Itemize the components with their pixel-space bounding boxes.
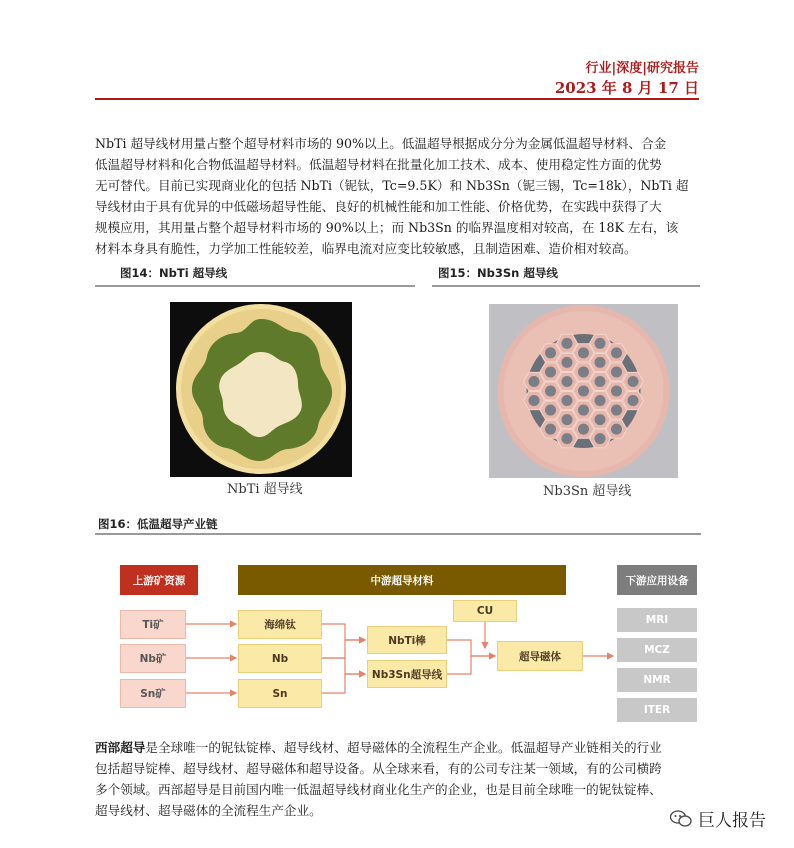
filament-core [595, 357, 606, 368]
upstream-header: 上游矿资源 [120, 565, 198, 595]
report-date: 2023 年 8 月 17 日 [554, 79, 699, 97]
watermark-text: 巨人报告 [698, 811, 766, 831]
fig15-rule [432, 285, 700, 287]
intro-paragraph [95, 133, 701, 259]
filament-core [628, 395, 639, 406]
nb3sn-wire-box: Nb3Sn超导线 [367, 660, 447, 688]
filament-core [545, 424, 556, 435]
midstream-header: 中游超导材料 [238, 565, 566, 595]
magnet-box: 超导磁体 [497, 641, 583, 671]
filament-core [529, 395, 540, 406]
nb3sn-wire-image [489, 304, 678, 478]
filament-core [562, 357, 573, 368]
intro-line: NbTi 超导线材用量占整个超导材料市场的 90%以上。低温超导根据成分分为金属低温超导材料、合金 [95, 136, 667, 151]
nbti-wire-image [170, 302, 352, 477]
filament-core [628, 376, 639, 387]
filament-core [595, 338, 606, 349]
intro-line: 无可替代。目前已实现商业化的包括 NbTi（铌钛，Tc=9.5K）和 Nb3Sn（铌三锡，Tc=18k），NbTi 超 [95, 178, 689, 193]
company-line [95, 737, 701, 758]
fig14-image-label: NbTi 超导线 [227, 482, 303, 497]
company-paragraph [95, 737, 701, 821]
report-category: 行业|深度|研究报告 [585, 61, 699, 76]
fig15-image-label: Nb3Sn 超导线 [543, 484, 632, 499]
sn-ore-box: Sn矿 [120, 679, 186, 708]
fig16-rule [95, 533, 701, 535]
filament-core [611, 386, 622, 397]
company-line: 超导线材、超导磁体的全流程生产企业。 [95, 803, 322, 818]
filament-core [545, 347, 556, 358]
filament-core [578, 405, 589, 416]
nb-box: Nb [238, 644, 322, 673]
fig15-caption: 图15：Nb3Sn 超导线 [438, 266, 558, 280]
sponge-ti-box: 海绵钛 [238, 610, 322, 639]
filament-core [562, 433, 573, 444]
fig16-caption: 图16：低温超导产业链 [98, 517, 218, 531]
filament-core [545, 366, 556, 377]
filament-core [529, 376, 540, 387]
supply-chain-diagram [95, 540, 701, 730]
downstream-header: 下游应用设备 [617, 565, 697, 595]
filament-core [545, 386, 556, 397]
filament-core [595, 376, 606, 387]
mcz-box: MCZ [617, 638, 697, 662]
ti-ore-box: Ti矿 [120, 610, 186, 639]
filament-core [595, 433, 606, 444]
mri-box: MRI [617, 608, 697, 632]
nmr-box: NMR [617, 668, 697, 692]
cu-box: CU [453, 600, 517, 622]
intro-line: 规模应用，其用量占整个超导材料市场的 90%以上；而 Nb3Sn 的临界温度相对较高，在 18K 左右，该 [95, 220, 679, 235]
filament-core [595, 395, 606, 406]
filament-core [595, 414, 606, 425]
fig14-caption: 图14：NbTi 超导线 [120, 266, 228, 280]
iter-box: ITER [617, 698, 697, 722]
filament-core [611, 366, 622, 377]
watermark [670, 806, 766, 831]
company-name: 西部超导 [95, 740, 146, 755]
filament-core [562, 376, 573, 387]
filament-core [562, 414, 573, 425]
company-line: 包括超导锭棒、超导线材、超导磁体和超导设备。从全球来看，有的公司专注某一领域，有的公司横跨 [95, 761, 662, 776]
filament-core [562, 395, 573, 406]
filament-core [611, 424, 622, 435]
filament-core [578, 386, 589, 397]
fig14-rule [95, 285, 415, 287]
filament-core [578, 366, 589, 377]
intro-line: 材料本身具有脆性，力学加工性能较差，临界电流对应变比较敏感，且制造困难、造价相对较高。 [95, 241, 637, 256]
nbti-rod-box: NbTi棒 [367, 626, 447, 654]
filament-core [578, 424, 589, 435]
company-line-text: 是全球唯一的铌钛锭棒、超导线材、超导磁体的全流程生产企业。低温超导产业链相关的行业 [145, 740, 662, 755]
header-rule [95, 98, 699, 100]
filament-core [578, 347, 589, 358]
intro-line: 低温超导材料和化合物低温超导材料。低温超导材料在批量化加工技术、成本、使用稳定性方面的优势 [95, 157, 662, 172]
filament-core [611, 347, 622, 358]
filament-core [562, 338, 573, 349]
nb-ore-box: Nb矿 [120, 644, 186, 673]
sn-box: Sn [238, 679, 322, 708]
company-line: 多个领域。西部超导是目前国内唯一低温超导线材商业化生产的企业，也是目前全球唯一的铌钛锭棒、 [95, 782, 662, 797]
filament-core [611, 405, 622, 416]
intro-line: 导线材由于具有优异的中低磁场超导性能、良好的机械性能和加工性能、价格优势，在实践中获得了大 [95, 199, 662, 214]
filament-core [545, 405, 556, 416]
wechat-icon [670, 810, 692, 828]
